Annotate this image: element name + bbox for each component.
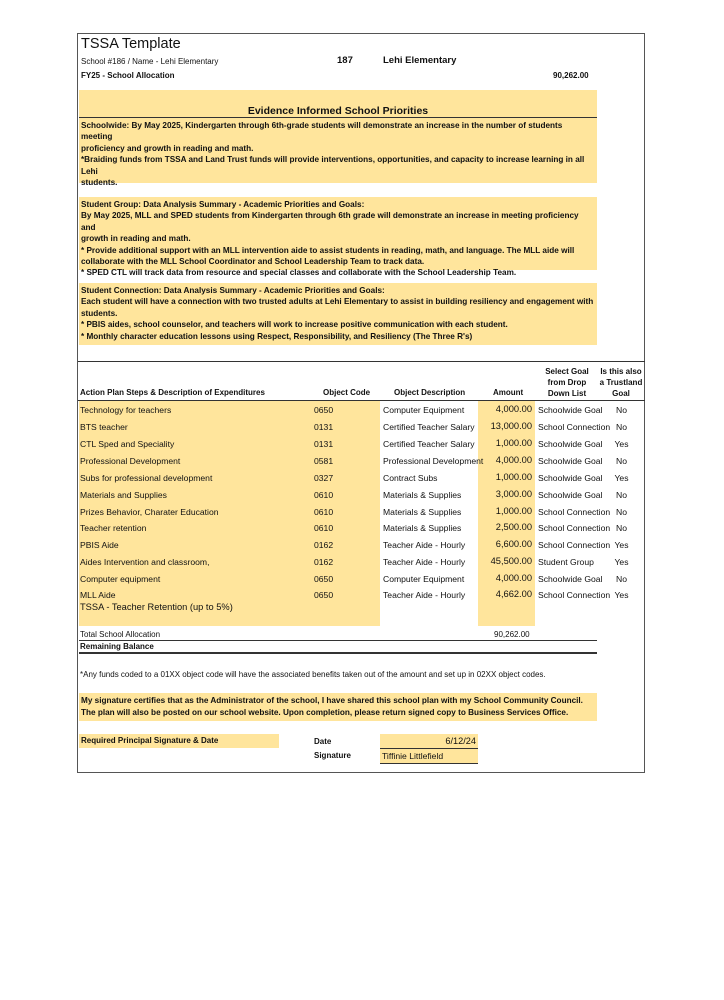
student-group-line: collaborate with the MLL School Coordinator and School Leadership Team to track data. [81, 257, 425, 267]
certification-block [79, 693, 597, 721]
cell-amount: 2,500.00 [495, 522, 532, 532]
cell-step: Technology for teachers [80, 405, 172, 415]
cell-goal[interactable]: Schoolwide Goal [538, 405, 603, 415]
table-row [78, 504, 638, 520]
cell-code: 0327 [314, 473, 334, 483]
col-header-goal [539, 366, 595, 399]
student-group-line: * Provide additional support with an MLL intervention aide to assist students in reading, math, and language. The MLL aide will [81, 245, 575, 255]
table-row [78, 436, 638, 452]
cell-amount: 4,000.00 [495, 404, 532, 414]
table-row [78, 520, 638, 536]
school-line: School #186 / Name - Lehi Elementary [81, 57, 219, 66]
cell-trust: Yes [614, 557, 629, 567]
col-header-code: Object Code [323, 388, 371, 397]
cell-goal[interactable]: School Connection [538, 422, 611, 432]
student-connection-line: Student Connection: Data Analysis Summary - Academic Priorities and Goals: [81, 286, 385, 295]
cell-code: 0162 [314, 540, 334, 550]
cell-desc: Materials & Supplies [383, 523, 462, 533]
cell-amount: 4,000.00 [495, 455, 532, 465]
col-header-goal-line: Down List [547, 389, 587, 398]
table-row [78, 402, 638, 418]
table-row [78, 587, 638, 603]
cell-desc: Materials & Supplies [383, 507, 462, 517]
student-group-block [79, 197, 597, 278]
schoolwide-line: students. [81, 178, 118, 188]
cell-goal[interactable]: School Connection [538, 540, 611, 550]
cell-step: Subs for professional development [80, 473, 213, 483]
divider [79, 652, 597, 654]
cell-trust: No [616, 523, 627, 533]
table-row [78, 554, 638, 570]
school-name: Lehi Elementary [383, 55, 457, 66]
divider [79, 640, 597, 641]
cell-desc: Teacher Aide - Hourly [383, 540, 466, 550]
schoolwide-line: proficiency and growth in reading and math. [81, 143, 254, 153]
cell-code: 0610 [314, 523, 334, 533]
cell-trust: Yes [614, 439, 629, 449]
col-header-trust-line: a Trustland [599, 378, 643, 387]
student-group-line: By May 2025, MLL and SPED students from Kindergarten through 6th grade will demonstrate an increase in meeting proficiency and [81, 211, 579, 232]
signature-field[interactable]: Tiffinie Littlefield [380, 749, 478, 763]
cell-trust: No [616, 422, 627, 432]
cell-step: Computer equipment [80, 574, 161, 584]
schoolwide-line: Schoolwide: By May 2025, Kindergarten through 6th-grade students will demonstrate an increase in the number of students meeting [81, 121, 563, 142]
cell-amount: 1,000.00 [495, 506, 532, 516]
schoolwide-line: *Braiding funds from TSSA and Land Trust funds will provide interventions, opportunities, and capacity to increase learning in all Lehi [81, 155, 585, 176]
priorities-header-band [79, 90, 597, 118]
divider [380, 763, 478, 764]
col-header-trust [597, 366, 645, 399]
cell-desc: Computer Equipment [383, 574, 465, 584]
cell-code: 0650 [314, 405, 334, 415]
cell-goal[interactable]: Schoolwide Goal [538, 456, 603, 466]
cell-trust: Yes [614, 473, 629, 483]
cell-trust: No [616, 574, 627, 584]
col-header-desc: Object Description [394, 388, 466, 397]
table-row [78, 571, 638, 587]
cell-step: Professional Development [80, 456, 181, 466]
cell-trust: Yes [614, 540, 629, 550]
student-connection-line: * Monthly character education lessons using Respect, Responsibility, and Resiliency (The Three R's) [81, 331, 473, 341]
cell-step: MLL Aide [80, 590, 116, 600]
cell-step: Materials and Supplies [80, 490, 167, 500]
table-row [78, 487, 638, 503]
benefits-note: *Any funds coded to a 01XX object code will have the associated benefits taken out of the amount and set up in 02XX object codes. [80, 670, 546, 679]
total-value: 90,262.00 [494, 630, 530, 639]
cell-amount: 4,662.00 [495, 589, 532, 599]
student-group-line: growth in reading and math. [81, 234, 191, 244]
cell-desc: Professional Development [383, 456, 484, 466]
col-header-goal-line: from Drop [547, 378, 587, 387]
cell-desc: Certified Teacher Salary [383, 422, 475, 432]
cell-code: 0581 [314, 456, 334, 466]
cell-code: 0131 [314, 439, 334, 449]
page-title: TSSA Template [81, 36, 181, 52]
col-header-trust-line: Is this also [600, 367, 642, 376]
certification-line: My signature certifies that as the Administrator of the school, I have shared this school plan with my School Community Council. [81, 696, 583, 705]
cell-goal[interactable]: Schoolwide Goal [538, 439, 603, 449]
cell-goal[interactable]: School Connection [538, 507, 611, 517]
cell-amount: 4,000.00 [495, 573, 532, 583]
total-label: Total School Allocation [80, 630, 161, 639]
cell-desc: Teacher Aide - Hourly [383, 557, 466, 567]
cell-goal[interactable]: Schoolwide Goal [538, 490, 603, 500]
table-row [78, 537, 638, 553]
cell-code: 0610 [314, 490, 334, 500]
cell-step: Aides Intervention and classroom, [80, 557, 210, 567]
retention-row: TSSA - Teacher Retention (up to 5%) [80, 602, 233, 612]
cell-amount: 13,000.00 [490, 421, 532, 431]
cell-goal[interactable]: School Connection [538, 590, 611, 600]
col-header-trust-line: Goal [612, 389, 630, 398]
cell-code: 0610 [314, 507, 334, 517]
cell-desc: Certified Teacher Salary [383, 439, 475, 449]
cell-trust: No [616, 405, 627, 415]
certification-line: The plan will also be posted on our school website. Upon completion, please return signed copy to Business Services Office. [81, 708, 569, 717]
table-row [78, 453, 638, 469]
cell-amount: 3,000.00 [495, 489, 532, 499]
cell-code: 0650 [314, 574, 334, 584]
cell-code: 0650 [314, 590, 334, 600]
school-number: 187 [337, 55, 353, 66]
cell-goal[interactable]: Schoolwide Goal [538, 574, 603, 584]
required-signature-label: Required Principal Signature & Date [79, 734, 279, 748]
cell-desc: Contract Subs [383, 473, 438, 483]
cell-code: 0162 [314, 557, 334, 567]
cell-amount: 1,000.00 [495, 472, 532, 482]
table-row [78, 470, 638, 486]
cell-step: Teacher retention [80, 523, 147, 533]
cell-trust: No [616, 490, 627, 500]
cell-trust: No [616, 507, 627, 517]
col-header-goal-line: Select Goal [545, 367, 589, 376]
cell-step: BTS teacher [80, 422, 128, 432]
remaining-label: Remaining Balance [80, 642, 154, 651]
student-group-line: Student Group: Data Analysis Summary - Academic Priorities and Goals: [81, 200, 365, 209]
fy-label: FY25 - School Allocation [81, 71, 175, 80]
student-connection-line: students. [81, 308, 118, 318]
student-group-line: * SPED CTL will track data from resource and special classes and collaborate with the School Leadership Team. [81, 268, 517, 278]
col-header-step: Action Plan Steps & Description of Expenditures [80, 388, 265, 397]
cell-trust: No [616, 456, 627, 466]
cell-desc: Computer Equipment [383, 405, 465, 415]
student-connection-line: * PBIS aides, school counselor, and teachers will work to increase positive communication with each student. [81, 320, 508, 330]
signature-label: Signature [314, 751, 351, 760]
col-header-amount: Amount [493, 388, 524, 397]
cell-amount: 6,600.00 [495, 539, 532, 549]
cell-step: CTL Sped and Speciality [80, 439, 175, 449]
student-connection-block [79, 283, 597, 345]
cell-desc: Materials & Supplies [383, 490, 462, 500]
date-field[interactable]: 6/12/24 [380, 734, 478, 748]
table-row [78, 419, 638, 435]
cell-goal[interactable]: School Connection [538, 523, 611, 533]
cell-step: PBIS Aide [80, 540, 119, 550]
student-connection-line: Each student will have a connection with two trusted adults at Lehi Elementary to assist in building resiliency and engagement with [81, 297, 594, 307]
cell-step: Prizes Behavior, Charater Education [80, 507, 219, 517]
cell-trust: Yes [614, 590, 629, 600]
allocation-amount: 90,262.00 [553, 71, 589, 80]
divider [78, 400, 645, 401]
cell-desc: Teacher Aide - Hourly [383, 590, 466, 600]
priorities-heading: Evidence Informed School Priorities [247, 105, 429, 117]
cell-amount: 1,000.00 [495, 438, 532, 448]
cell-code: 0131 [314, 422, 334, 432]
cell-goal[interactable]: Schoolwide Goal [538, 473, 603, 483]
divider [78, 361, 645, 362]
cell-goal[interactable]: Student Group [538, 557, 594, 567]
schoolwide-goal-block [79, 118, 597, 188]
allocation-sheet [77, 33, 645, 773]
date-label: Date [314, 737, 332, 746]
cell-amount: 45,500.00 [490, 556, 532, 566]
